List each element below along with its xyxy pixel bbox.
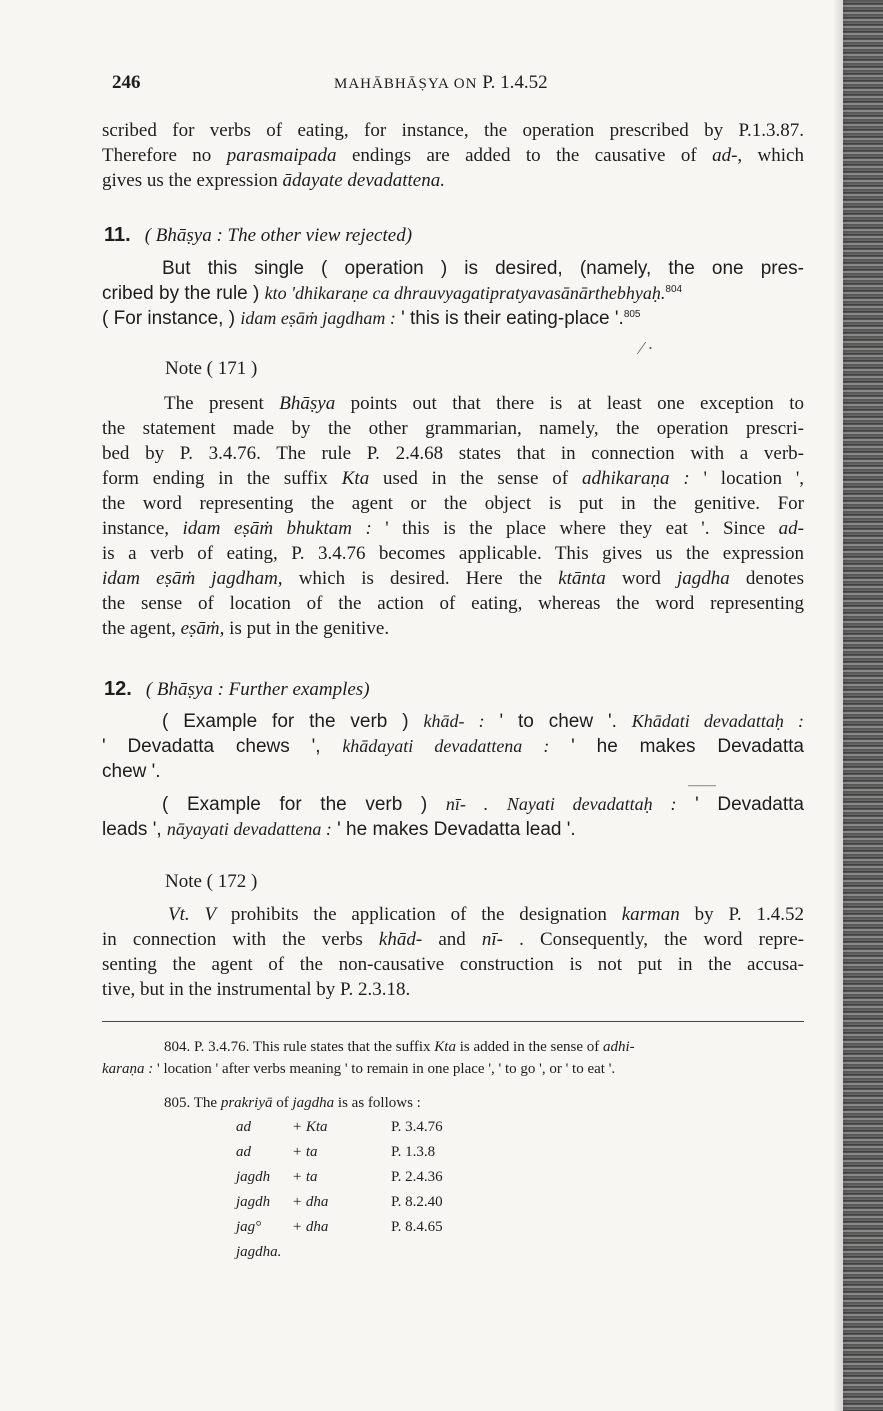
text-line: idam eṣāṁ jagdham, which is desired. Here the ktānta word jagdha denotes [102, 568, 804, 589]
note-172-label: Note ( 172 ) [165, 871, 258, 892]
text-line: chew '. [102, 761, 161, 782]
intro-paragraph [102, 118, 804, 193]
text-line: the word representing the agent or the object is put in the genitive. For [102, 493, 804, 514]
text-line: the agent, eṣāṁ, is put in the genitive. [102, 618, 390, 639]
text-line: ( For instance, ) idam eṣāṁ jagdham : ' this is their eating-place '.$^{805}$ [102, 308, 641, 329]
book-spine-edge [843, 0, 883, 1411]
text-line: cribed by the rule ) kto 'dhikaraṇe ca dhrauvyagatipratyavasānārthebhyaḥ.$^{804}$ [102, 283, 683, 304]
section-11-body [102, 256, 804, 331]
footnote-ref-804: 804 [665, 284, 683, 295]
prakriya-table [236, 1115, 496, 1265]
text-line: gives us the expression ādayate devadattena. [102, 170, 445, 191]
footnote-804 [102, 1036, 804, 1080]
text-line: is a verb of eating, P. 3.4.76 becomes applicable. This gives us the expression [102, 543, 804, 564]
footnote-line: 804. P. 3.4.76. This rule states that the suffix Kta is added in the sense of adhi- [164, 1039, 635, 1055]
text-line: Therefore no parasmaipada endings are added to the causative of ad-, which [102, 145, 804, 166]
note-171-label: Note ( 171 ) [165, 358, 258, 379]
section-title: ( Bhāṣya : Further examples) [145, 679, 370, 700]
prakriya-row: jagdha. [236, 1244, 282, 1260]
text-line: leads ', nāyayati devadattena : ' he makes Devadatta lead '. [102, 819, 576, 840]
footnote-line: karaṇa : ' location ' after verbs meaning ' to remain in one place ', ' to go ', or ' to eat '. [102, 1061, 616, 1077]
section-number: 11. [104, 224, 131, 246]
text-line: senting the agent of the non-causative construction is not put in the accusa- [102, 954, 804, 975]
page-number: 246 [112, 72, 141, 93]
text-line: instance, idam eṣāṁ bhuktam : ' this is the place where they eat '. Since ad- [102, 518, 804, 539]
section-12-body [102, 709, 804, 842]
running-header [112, 72, 592, 98]
text-line: Vt. V prohibits the application of the designation karman by P. 1.4.52 [168, 904, 804, 925]
text-line: the sense of location of the action of eating, whereas the word representing [102, 593, 804, 614]
prakriya-row: ad + ta P. 1.3.8 [236, 1144, 436, 1160]
pencil-mark: —— [688, 778, 716, 793]
section-number: 12. [104, 678, 132, 700]
section-title: ( Bhāṣya : The other view rejected) [144, 225, 413, 246]
pencil-mark: ⁄ · [640, 338, 654, 358]
note-172-body [102, 902, 804, 1002]
prakriya-row: ad + Kta P. 3.4.76 [236, 1119, 443, 1135]
section-12-heading [104, 675, 370, 703]
footnote-ref-805: 805 [623, 309, 641, 320]
text-line: form ending in the suffix Kta used in the sense of adhikaraṇa : ' location ', [102, 468, 804, 489]
section-11-heading [104, 221, 412, 249]
text-line: the statement made by the other grammarian, namely, the operation prescri- [102, 418, 804, 439]
text-line: scribed for verbs of eating, for instance, the operation prescribed by P.1.3.87. [102, 120, 804, 141]
text-line: ( Example for the verb ) khād- : ' to chew '. Khādati devadattaḥ : [162, 711, 804, 732]
text-line: ' Devadatta chews ', khādayati devadattena : ' he makes Devadatta [102, 736, 804, 757]
text-line: But this single ( operation ) is desired, (namely, the one pres- [162, 258, 804, 279]
text-line: The present Bhāṣya points out that there is at least one exception to [164, 393, 805, 414]
text-line: bed by P. 3.4.76. The rule P. 2.4.68 states that in connection with a verb- [102, 443, 804, 464]
text-line: tive, but in the instrumental by P. 2.3.18. [102, 979, 411, 1000]
prakriya-row: jagdh + dha P. 8.2.40 [236, 1194, 443, 1210]
note-171-body [102, 391, 804, 641]
footnote-line: 805. The prakriyā of jagdha is as follows : [164, 1095, 421, 1111]
prakriya-row: jag° + dha P. 8.4.65 [236, 1219, 443, 1235]
footnote-divider [102, 1021, 804, 1022]
text-line: in connection with the verbs khād- and nī- . Consequently, the word repre- [102, 929, 805, 950]
text-line: ( Example for the verb ) nī- . Nayati devadattaḥ : ' Devadatta [162, 794, 804, 815]
running-title: MAHĀBHĀṢYA ON P. 1.4.52 [334, 72, 548, 93]
prakriya-row: jagdh + ta P. 2.4.36 [236, 1169, 443, 1185]
footnote-805 [102, 1092, 804, 1114]
